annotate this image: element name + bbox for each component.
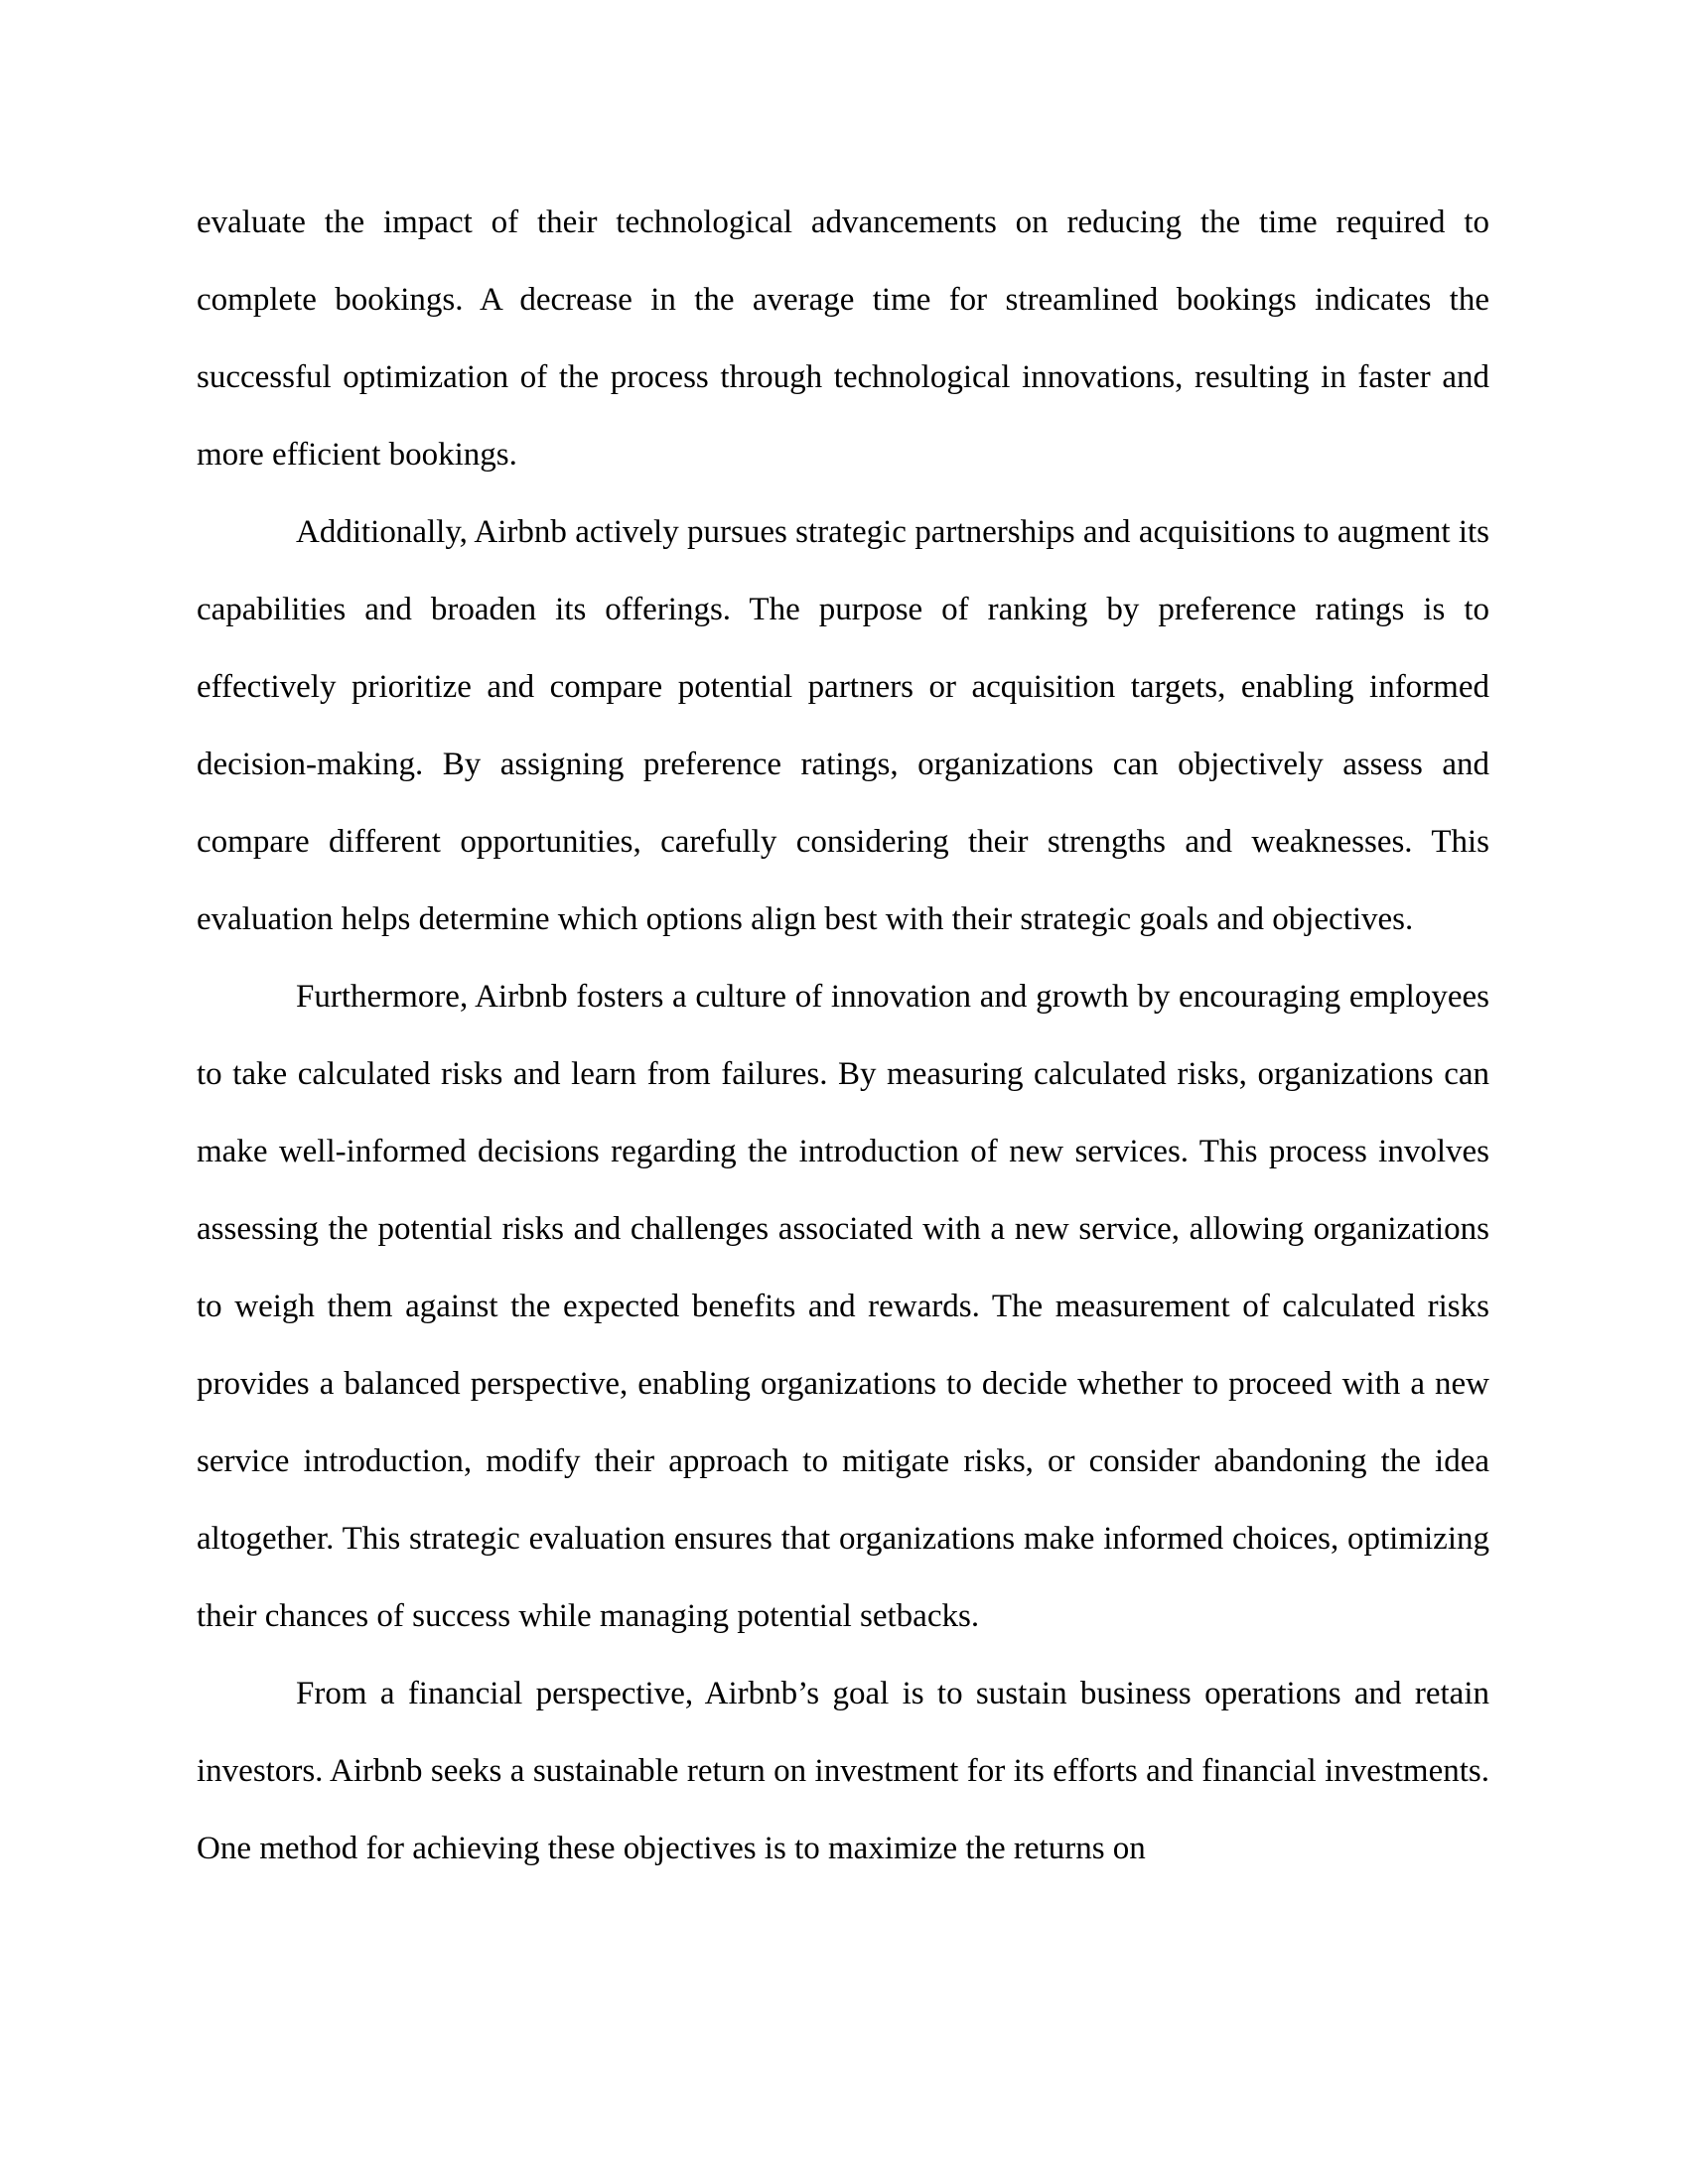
document-text-block xyxy=(197,184,1489,1887)
paragraph-continuation: evaluate the impact of their technological advancements on reducing the time required to complete bookings. A decrease in the average time for streamlined bookings indicates the successful optimization of the process through technological innovations, resulting in faster and more efficient bookings. xyxy=(197,205,1489,473)
paragraph-partnerships: Additionally, Airbnb actively pursues strategic partnerships and acquisitions to augment its capabilities and broaden its offerings. The purpose of ranking by preference ratings is to effectively prioritize and compare potential partners or acquisition targets, enabling informed decision-making. By assigning preference ratings, organizations can objectively assess and compare different opportunities, carefully considering their strengths and weaknesses. This evaluation helps determine which options align best with their strategic goals and objectives. xyxy=(197,514,1489,937)
paragraph-innovation-culture: Furthermore, Airbnb fosters a culture of innovation and growth by encouraging employees to take calculated risks and learn from failures. By measuring calculated risks, organizations can make well-informed decisions regarding the introduction of new services. This process involves assessing the potential risks and challenges associated with a new service, allowing organizations to weigh them against the expected benefits and rewards. The measurement of calculated risks provides a balanced perspective, enabling organizations to decide whether to proceed with a new service introduction, modify their approach to mitigate risks, or consider abandoning the idea altogether. This strategic evaluation ensures that organizations make informed choices, optimizing their chances of success while managing potential setbacks. xyxy=(197,979,1489,1634)
paragraph-financial-perspective: From a financial perspective, Airbnb’s goal is to sustain business operations and retain investors. Airbnb seeks a sustainable return on investment for its efforts and financial investments. One method for achieving these objectives is to maximize the returns on xyxy=(197,1676,1489,1866)
